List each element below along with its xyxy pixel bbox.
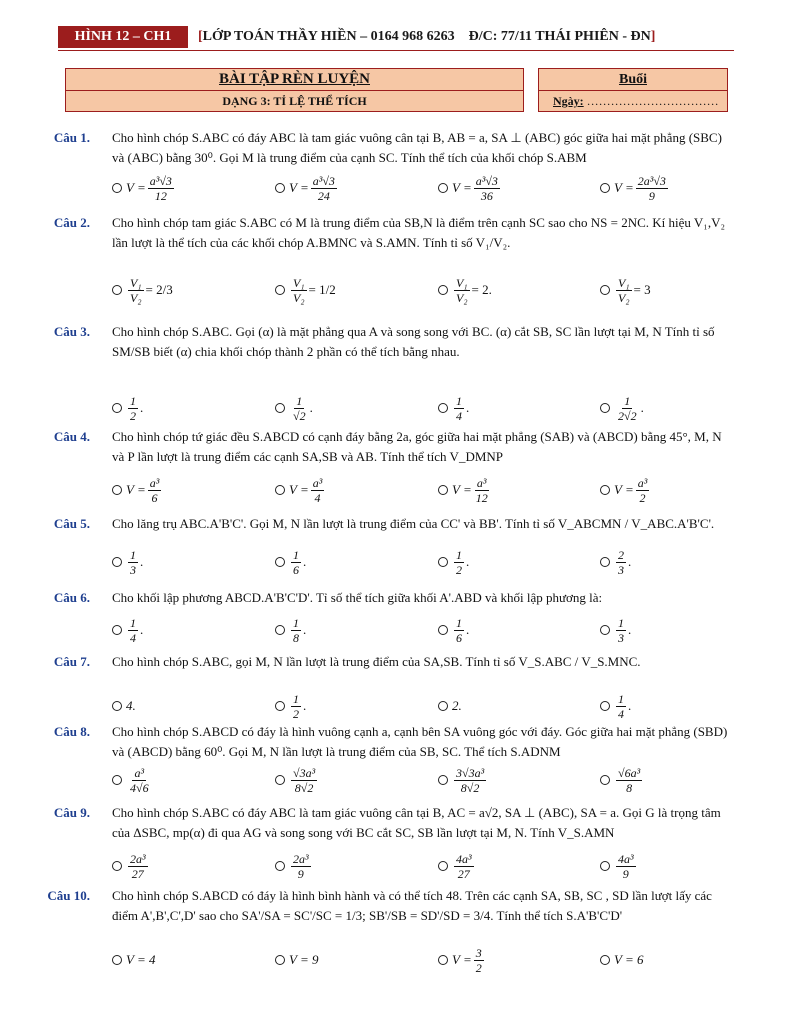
- option-prefix: V =: [126, 180, 146, 195]
- answer-option[interactable]: [438, 270, 492, 310]
- fraction-numerator: a³: [312, 475, 323, 490]
- option-fraction: [291, 616, 301, 645]
- answer-option[interactable]: [438, 542, 469, 582]
- radio-circle-icon[interactable]: [438, 285, 448, 295]
- radio-circle-icon[interactable]: [600, 557, 610, 567]
- radio-circle-icon[interactable]: [600, 285, 610, 295]
- radio-circle-icon[interactable]: [275, 485, 285, 495]
- fraction-numerator: 1: [293, 547, 299, 562]
- answer-option[interactable]: [275, 542, 306, 582]
- radio-circle-icon[interactable]: [112, 861, 122, 871]
- fraction-denominator: 12: [475, 490, 488, 505]
- session-label: Buổi: [539, 69, 727, 91]
- question-number: Câu 7.: [53, 654, 90, 669]
- fraction-numerator: 1: [624, 393, 631, 408]
- option-prefix: V = 6: [614, 952, 644, 967]
- fraction-denominator: 27: [131, 866, 144, 881]
- question-number: Câu 5.: [53, 516, 90, 531]
- radio-circle-icon[interactable]: [275, 955, 285, 965]
- question-text: Cho khối lập phương ABCD.A'B'C'D'. Tỉ số thể tích giữa khối A'.ABD và khối lập phương là:: [112, 590, 603, 605]
- radio-circle-icon[interactable]: [112, 485, 122, 495]
- answer-option[interactable]: [600, 388, 644, 428]
- fraction-numerator: a³: [637, 475, 648, 490]
- option-prefix: V =: [452, 482, 472, 497]
- chapter-tag: HÌNH 12 – CH1: [58, 26, 188, 48]
- radio-circle-icon[interactable]: [438, 183, 448, 193]
- fraction-denominator: V₂: [618, 290, 630, 305]
- option-suffix: .: [303, 698, 307, 713]
- radio-circle-icon[interactable]: [600, 955, 610, 965]
- option-suffix: .: [303, 622, 307, 637]
- option-prefix: V =: [614, 482, 634, 497]
- answer-option[interactable]: [275, 388, 313, 428]
- question-text: Cho hình chóp S.ABC, gọi M, N lần lượt là trung điểm của SA,SB. Tính tỉ số V_S.ABC / V_S.MNC.: [112, 654, 641, 669]
- option-fraction: [616, 692, 626, 721]
- fraction-numerator: √3a³: [293, 765, 316, 780]
- answer-option[interactable]: [438, 168, 502, 208]
- fraction-numerator: a³√3: [312, 173, 335, 188]
- fraction-denominator: 2: [475, 960, 482, 975]
- fraction-denominator: 27: [457, 866, 470, 881]
- radio-circle-icon[interactable]: [600, 775, 610, 785]
- answer-option[interactable]: [438, 610, 469, 650]
- radio-circle-icon[interactable]: [438, 701, 448, 711]
- option-fraction: [454, 852, 474, 881]
- fraction-denominator: 4: [130, 630, 136, 645]
- option-fraction: [454, 394, 464, 423]
- radio-circle-icon[interactable]: [112, 625, 122, 635]
- question-text: Cho lăng trụ ABC.A'B'C'. Gọi M, N lần lượt là trung điểm của CC' và BB'. Tính tỉ số V_ABCMN / V_ABC.A'B'C'.: [112, 516, 715, 531]
- radio-circle-icon[interactable]: [600, 485, 610, 495]
- answer-option[interactable]: [112, 270, 173, 310]
- question-text: Cho hình chóp tứ giác đều S.ABCD có cạnh đáy bằng 2a, góc giữa hai mặt phẳng (SAB) và (ABCD) bằng 45°, M, N và P lần lượt là trung điểm các cạnh SA,SB và AB. Tính thể tích V_DMNP: [112, 429, 722, 464]
- fraction-denominator: 6: [293, 562, 299, 577]
- radio-circle-icon[interactable]: [438, 557, 448, 567]
- option-fraction: [291, 276, 307, 305]
- radio-circle-icon[interactable]: [600, 403, 610, 413]
- answer-option[interactable]: [600, 542, 631, 582]
- option-suffix: .: [309, 400, 313, 415]
- fraction-denominator: V₂: [456, 290, 468, 305]
- radio-circle-icon[interactable]: [112, 183, 122, 193]
- option-suffix: .: [140, 622, 144, 637]
- page-subtitle: DẠNG 3: TỈ LỆ THỂ TÍCH: [222, 94, 367, 108]
- fraction-denominator: 24: [317, 188, 330, 203]
- answer-option[interactable]: [600, 470, 651, 510]
- question-text: Cho hình chóp S.ABCD có đáy là hình vuông cạnh a, cạnh bên SA vuông góc với đáy. Góc giữa hai mặt phẳng (SBD) và (ABCD) bằng 60⁰. Gọi M, N lần lượt là trung điểm của SB, SC. Thể tích S.ADNM: [112, 724, 728, 759]
- option-fraction: [454, 616, 464, 645]
- fraction-denominator: 2: [456, 562, 462, 577]
- option-prefix: V =: [126, 482, 146, 497]
- answer-options: [0, 686, 792, 726]
- option-fraction: [148, 476, 162, 505]
- option-fraction: [291, 852, 311, 881]
- fraction-numerator: a³√3: [475, 173, 498, 188]
- question-text: Cho hình chóp S.ABC có đáy ABC là tam giác vuông cân tại B, AC = a√2, SA ⊥ (ABC), SA = a. Gọi G là trọng tâm của ΔSBC, mp(α) đi qua AG và song song với BC cắt SC, SB lần lượt tại M, N. Tính V_S.AMN: [112, 805, 721, 840]
- fraction-denominator: 2√2: [618, 408, 637, 423]
- fraction-numerator: a³√3: [149, 173, 172, 188]
- title-box: [65, 68, 524, 112]
- radio-circle-icon[interactable]: [112, 557, 122, 567]
- answer-option[interactable]: [112, 686, 136, 726]
- answer-options: [0, 940, 792, 980]
- answer-options: [0, 168, 792, 208]
- radio-circle-icon[interactable]: [112, 775, 122, 785]
- answer-option[interactable]: [600, 940, 643, 980]
- fraction-denominator: √2: [293, 408, 306, 423]
- question-number: Câu 6.: [53, 590, 90, 605]
- radio-circle-icon[interactable]: [112, 701, 122, 711]
- option-prefix: V = 4: [126, 952, 156, 967]
- fraction-numerator: 2a³√3: [637, 173, 666, 188]
- fraction-numerator: V₁: [456, 275, 468, 290]
- header-rule: [58, 50, 734, 51]
- answer-option[interactable]: [438, 388, 469, 428]
- answer-option[interactable]: [112, 760, 153, 800]
- answer-option[interactable]: [275, 686, 306, 726]
- answer-option[interactable]: [438, 940, 486, 980]
- answer-option[interactable]: [112, 470, 163, 510]
- option-prefix: V =: [614, 180, 634, 195]
- fraction-numerator: 2a³: [293, 851, 309, 866]
- answer-option[interactable]: [438, 686, 462, 726]
- fraction-denominator: 4√6: [130, 780, 149, 795]
- fraction-numerator: 1: [456, 393, 462, 408]
- fraction-numerator: 1: [618, 615, 624, 630]
- answer-option[interactable]: [112, 168, 176, 208]
- radio-circle-icon[interactable]: [438, 775, 448, 785]
- session-box: [538, 68, 728, 112]
- option-fraction: [128, 852, 148, 881]
- answer-options: [0, 760, 792, 800]
- option-fraction: [148, 174, 174, 203]
- radio-circle-icon[interactable]: [438, 485, 448, 495]
- option-suffix: .: [466, 554, 470, 569]
- radio-circle-icon[interactable]: [600, 861, 610, 871]
- fraction-numerator: 1: [456, 615, 462, 630]
- option-suffix: = 1/2: [308, 282, 336, 297]
- fraction-denominator: 3: [130, 562, 136, 577]
- radio-circle-icon[interactable]: [275, 285, 285, 295]
- answer-option[interactable]: [275, 470, 326, 510]
- fraction-denominator: 9: [622, 866, 629, 881]
- fraction-numerator: 1: [130, 615, 136, 630]
- radio-circle-icon[interactable]: [275, 775, 285, 785]
- option-suffix: = 3: [633, 282, 651, 297]
- page-title: BÀI TẬP RÈN LUYỆN: [66, 69, 523, 91]
- fraction-denominator: 8: [293, 630, 299, 645]
- fraction-denominator: 4: [456, 408, 462, 423]
- radio-circle-icon[interactable]: [275, 625, 285, 635]
- answer-options: [0, 542, 792, 582]
- answer-option[interactable]: [600, 846, 638, 886]
- option-suffix: .: [140, 554, 144, 569]
- answer-option[interactable]: [275, 168, 339, 208]
- fraction-numerator: a³: [476, 475, 487, 490]
- answer-option[interactable]: [600, 686, 631, 726]
- radio-circle-icon[interactable]: [438, 861, 448, 871]
- fraction-denominator: 4: [314, 490, 321, 505]
- fraction-numerator: V₁: [130, 275, 142, 290]
- question-number: Câu 2.: [53, 215, 90, 230]
- option-fraction: [128, 548, 138, 577]
- radio-circle-icon[interactable]: [438, 403, 448, 413]
- question-text: Cho hình chóp tam giác S.ABC có M là trung điểm của SB,N là điểm trên cạnh SC sao cho NS = 2NC. Kí hiệu V₁,V₂ lần lượt là thể tích của các khối chóp A.BMNC và S.AMN. Tính tỉ số V₁/V₂.: [112, 215, 726, 250]
- radio-circle-icon[interactable]: [112, 403, 122, 413]
- option-fraction: [128, 394, 138, 423]
- question-number: Câu 1.: [53, 130, 90, 145]
- answer-option[interactable]: [275, 760, 319, 800]
- radio-circle-icon[interactable]: [275, 557, 285, 567]
- fraction-numerator: 1: [293, 691, 299, 706]
- fraction-numerator: V₁: [618, 275, 630, 290]
- option-prefix: V =: [289, 180, 309, 195]
- option-suffix: .: [303, 554, 307, 569]
- question-number: Câu 8.: [53, 724, 90, 739]
- fraction-numerator: 3: [475, 945, 482, 960]
- answer-options: [0, 270, 792, 310]
- fraction-numerator: 1: [130, 547, 136, 562]
- fraction-numerator: V₁: [293, 275, 305, 290]
- fraction-denominator: 6: [151, 490, 158, 505]
- answer-option[interactable]: [438, 470, 492, 510]
- radio-circle-icon[interactable]: [600, 625, 610, 635]
- option-fraction: [454, 548, 464, 577]
- option-fraction: [311, 174, 337, 203]
- option-fraction: [636, 476, 650, 505]
- option-fraction: [616, 276, 632, 305]
- fraction-numerator: a³: [134, 765, 145, 780]
- option-fraction: [128, 616, 138, 645]
- question-number: Câu 4.: [53, 429, 90, 444]
- option-suffix: = 2.: [471, 282, 492, 297]
- answer-options: [0, 388, 792, 428]
- question-text: Cho hình chóp S.ABCD có đáy là hình bình hành và có thể tích 48. Trên các cạnh SA, SB, SC , SD lần lượt lấy các điểm A',B',C',D' sao cho SA'/SA = SC'/SC = 1/3; SB'/SB = SD'/SD = 3/4. Tính thể tích S.A'B'C'D': [112, 888, 712, 923]
- answer-option[interactable]: [600, 270, 651, 310]
- option-prefix: V = 9: [289, 952, 319, 967]
- answer-option[interactable]: [438, 846, 476, 886]
- option-fraction: [616, 616, 626, 645]
- answer-option[interactable]: [275, 270, 336, 310]
- fraction-denominator: 4: [618, 706, 624, 721]
- option-fraction: [311, 476, 325, 505]
- option-fraction: [474, 946, 484, 975]
- answer-options: [0, 470, 792, 510]
- option-suffix: .: [640, 400, 644, 415]
- header-info: [LỚP TOÁN THẦY HIỀN – 0164 968 6263 Đ/C: 77/11 THÁI PHIÊN - ĐN]: [198, 29, 656, 44]
- radio-circle-icon[interactable]: [275, 403, 285, 413]
- fraction-denominator: 3: [618, 562, 624, 577]
- option-fraction: [474, 174, 500, 203]
- radio-circle-icon[interactable]: [438, 625, 448, 635]
- option-fraction: [454, 766, 486, 795]
- radio-circle-icon[interactable]: [275, 183, 285, 193]
- option-fraction: [636, 174, 668, 203]
- answer-option[interactable]: [112, 610, 143, 650]
- option-fraction: [291, 692, 301, 721]
- option-suffix: .: [628, 698, 632, 713]
- option-prefix: V =: [289, 482, 309, 497]
- option-suffix: .: [140, 400, 144, 415]
- radio-circle-icon[interactable]: [275, 861, 285, 871]
- fraction-numerator: a³: [149, 475, 160, 490]
- option-suffix: = 2/3: [145, 282, 173, 297]
- question-number: Câu 9.: [53, 805, 90, 820]
- fraction-denominator: 36: [480, 188, 493, 203]
- fraction-denominator: 6: [456, 630, 462, 645]
- radio-circle-icon[interactable]: [112, 955, 122, 965]
- fraction-denominator: V₂: [293, 290, 305, 305]
- option-suffix: .: [628, 554, 632, 569]
- option-fraction: [291, 548, 301, 577]
- option-fraction: [616, 852, 636, 881]
- answer-option[interactable]: [600, 610, 631, 650]
- question-text: Cho hình chóp S.ABC có đáy ABC là tam giác vuông cân tại B, AB = a, SA ⊥ (ABC) góc giữa hai mặt phẳng (SBC) và (ABC) bằng 30⁰. Gọi M là trung điểm của cạnh SC. Tính thể tích của khối chóp S.ABM: [112, 130, 722, 165]
- session-date: Ngày: ……………………………: [553, 94, 719, 108]
- fraction-denominator: 8: [626, 780, 633, 795]
- radio-circle-icon[interactable]: [600, 701, 610, 711]
- fraction-numerator: 1: [296, 393, 303, 408]
- answer-option[interactable]: [275, 940, 318, 980]
- answer-option[interactable]: [275, 846, 313, 886]
- option-fraction: [616, 548, 626, 577]
- radio-circle-icon[interactable]: [275, 701, 285, 711]
- fraction-numerator: 2a³: [130, 851, 146, 866]
- option-fraction: [474, 476, 490, 505]
- answer-option[interactable]: [275, 610, 306, 650]
- fraction-denominator: 2: [130, 408, 136, 423]
- answer-option[interactable]: [112, 846, 150, 886]
- fraction-numerator: 3√3a³: [456, 765, 485, 780]
- option-fraction: [291, 766, 317, 795]
- option-prefix: 4.: [126, 698, 136, 713]
- fraction-denominator: 3: [618, 630, 624, 645]
- fraction-denominator: 12: [154, 188, 167, 203]
- fraction-numerator: 4a³: [618, 851, 634, 866]
- option-fraction: [616, 766, 642, 795]
- option-suffix: .: [466, 400, 470, 415]
- answer-option[interactable]: [600, 168, 670, 208]
- option-prefix: 2.: [452, 698, 462, 713]
- answer-options: [0, 846, 792, 886]
- option-fraction: [128, 766, 151, 795]
- radio-circle-icon[interactable]: [112, 285, 122, 295]
- answer-option[interactable]: [112, 940, 155, 980]
- option-fraction: [454, 276, 470, 305]
- fraction-denominator: 9: [648, 188, 655, 203]
- fraction-denominator: 8√2: [294, 780, 314, 795]
- fraction-numerator: 1: [130, 393, 136, 408]
- fraction-numerator: 1: [293, 615, 299, 630]
- answer-option[interactable]: [600, 760, 644, 800]
- fraction-numerator: 2: [618, 547, 624, 562]
- option-fraction: [291, 394, 308, 423]
- option-prefix: V =: [452, 952, 472, 967]
- fraction-denominator: V₂: [130, 290, 142, 305]
- fraction-denominator: 2: [293, 706, 299, 721]
- question-text: Cho hình chóp S.ABC. Gọi (α) là mặt phẳng qua A và song song với BC. (α) cắt SB, SC lần lượt tại M, N Tính tỉ số SM/SB biết (α) chia khối chóp thành 2 phần có thể tích bằng nhau.: [112, 324, 715, 359]
- fraction-denominator: 9: [297, 866, 304, 881]
- answer-option[interactable]: [438, 760, 488, 800]
- answer-option[interactable]: [112, 388, 143, 428]
- fraction-numerator: 1: [456, 547, 462, 562]
- question-number: Câu 10.: [47, 888, 90, 903]
- fraction-numerator: 4a³: [456, 851, 472, 866]
- radio-circle-icon[interactable]: [600, 183, 610, 193]
- option-prefix: V =: [452, 180, 472, 195]
- fraction-numerator: √6a³: [618, 765, 641, 780]
- option-suffix: .: [466, 622, 470, 637]
- answer-options: [0, 610, 792, 650]
- fraction-numerator: 1: [618, 691, 624, 706]
- question-number: Câu 3.: [53, 324, 90, 339]
- option-suffix: .: [628, 622, 632, 637]
- fraction-denominator: 2: [639, 490, 646, 505]
- option-fraction: [128, 276, 144, 305]
- answer-option[interactable]: [112, 542, 143, 582]
- radio-circle-icon[interactable]: [438, 955, 448, 965]
- fraction-denominator: 8√2: [460, 780, 480, 795]
- option-fraction: [616, 394, 639, 423]
